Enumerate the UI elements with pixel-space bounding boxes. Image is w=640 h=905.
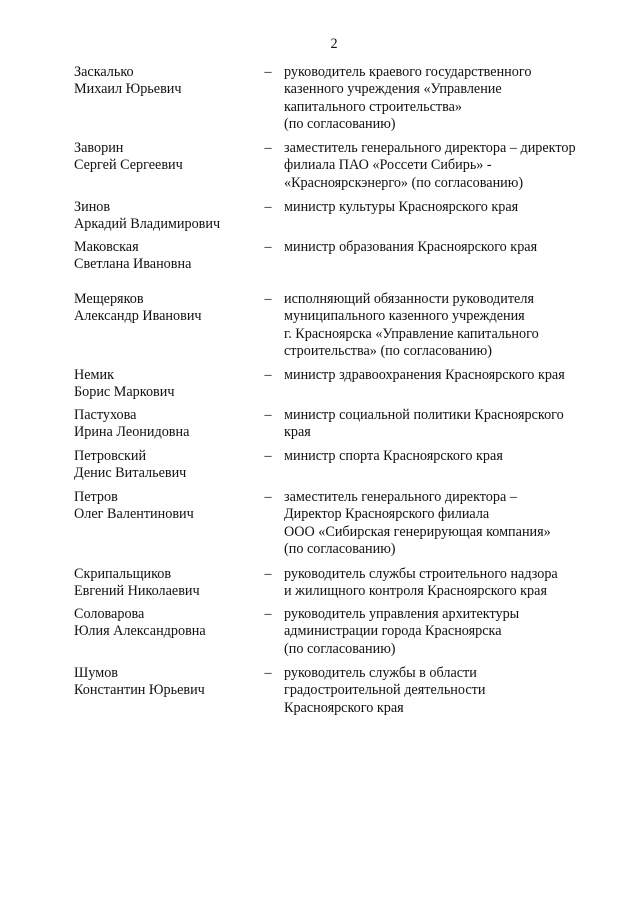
dash-separator: – — [264, 367, 272, 383]
person-surname: Шумов — [74, 665, 118, 681]
person-name — [74, 448, 254, 483]
position-line: г. Красноярска «Управление капитального — [284, 325, 539, 342]
position-description — [284, 489, 614, 559]
person-given-name: Юлия Александровна — [74, 623, 206, 640]
person-surname: Соловарова — [74, 606, 145, 622]
person-surname: Петров — [74, 489, 118, 505]
person-name — [74, 64, 254, 99]
position-line: администрации города Красноярска — [284, 623, 502, 640]
person-given-name: Сергей Сергеевич — [74, 157, 183, 174]
dash-separator: – — [264, 407, 272, 423]
position-description — [284, 199, 614, 216]
person-surname: Заскалько — [74, 64, 134, 80]
person-surname: Мещеряков — [74, 291, 144, 307]
page-number: 2 — [330, 36, 338, 52]
position-description — [284, 407, 614, 442]
position-line: казенного учреждения «Управление — [284, 81, 502, 98]
dash-separator: – — [264, 140, 272, 156]
person-given-name: Михаил Юрьевич — [74, 81, 182, 98]
person-given-name: Борис Маркович — [74, 384, 175, 401]
position-line: министр образования Красноярского края — [284, 239, 538, 255]
position-line: ООО «Сибирская генерирующая компания» — [284, 523, 551, 540]
person-name — [74, 665, 254, 700]
dash-separator: – — [264, 239, 272, 255]
person-name — [74, 606, 254, 641]
person-surname: Скрипальщиков — [74, 566, 172, 582]
position-line: министр здравоохранения Красноярского края — [284, 367, 565, 383]
position-line: Директор Красноярского филиала — [284, 506, 490, 523]
dash-separator: – — [264, 606, 272, 622]
person-given-name: Светлана Ивановна — [74, 256, 192, 273]
person-given-name: Константин Юрьевич — [74, 682, 205, 699]
person-name — [74, 199, 254, 234]
position-line: края — [284, 424, 311, 441]
person-name — [74, 367, 254, 402]
position-line: градостроительной деятельности — [284, 682, 486, 699]
position-description — [284, 367, 614, 384]
position-line: строительства» (по согласованию) — [284, 343, 492, 360]
position-line: заместитель генерального директора – — [284, 489, 517, 505]
dash-separator: – — [264, 566, 272, 582]
position-line: исполняющий обязанности руководителя — [284, 291, 534, 307]
person-name — [74, 291, 254, 326]
dash-separator: – — [264, 291, 272, 307]
position-line: руководитель службы в области — [284, 665, 477, 681]
dash-separator: – — [264, 665, 272, 681]
position-line: филиала ПАО «Россети Сибирь» - — [284, 157, 492, 174]
position-description — [284, 665, 614, 717]
dash-separator: – — [264, 64, 272, 80]
person-given-name: Евгений Николаевич — [74, 583, 200, 600]
position-description — [284, 566, 614, 601]
position-line: «Красноярскэнерго» (по согласованию) — [284, 174, 524, 191]
position-description — [284, 64, 614, 134]
person-given-name: Олег Валентинович — [74, 506, 194, 523]
person-surname: Зинов — [74, 199, 111, 215]
position-line: руководитель службы строительного надзора — [284, 566, 558, 582]
position-line: министр спорта Красноярского края — [284, 448, 503, 464]
person-surname: Петровский — [74, 448, 147, 464]
person-surname: Заворин — [74, 140, 124, 156]
person-surname: Маковская — [74, 239, 139, 255]
position-line: и жилищного контроля Красноярского края — [284, 583, 547, 600]
position-description — [284, 239, 614, 256]
position-line: руководитель управления архитектуры — [284, 606, 520, 622]
person-name — [74, 239, 254, 274]
person-name — [74, 489, 254, 524]
dash-separator: – — [264, 199, 272, 215]
position-line: руководитель краевого государственного — [284, 64, 532, 80]
person-surname: Пастухова — [74, 407, 137, 423]
position-description — [284, 606, 614, 658]
position-line: Красноярского края — [284, 699, 404, 716]
person-name — [74, 566, 254, 601]
dash-separator: – — [264, 489, 272, 505]
position-line: министр социальной политики Красноярского — [284, 407, 564, 423]
person-given-name: Ирина Леонидовна — [74, 424, 190, 441]
person-name — [74, 140, 254, 175]
position-line: (по согласованию) — [284, 541, 396, 558]
position-line: (по согласованию) — [284, 116, 396, 133]
person-name — [74, 407, 254, 442]
position-description — [284, 140, 614, 192]
position-description — [284, 448, 614, 465]
position-line: муниципального казенного учреждения — [284, 308, 525, 325]
person-given-name: Аркадий Владимирович — [74, 216, 221, 233]
position-line: (по согласованию) — [284, 640, 396, 657]
position-description — [284, 291, 614, 361]
person-surname: Немик — [74, 367, 115, 383]
position-line: министр культуры Красноярского края — [284, 199, 519, 215]
person-given-name: Александр Иванович — [74, 308, 202, 325]
dash-separator: – — [264, 448, 272, 464]
position-line: капитального строительства» — [284, 98, 463, 115]
person-given-name: Денис Витальевич — [74, 465, 187, 482]
position-line: заместитель генерального директора – директор — [284, 140, 576, 156]
